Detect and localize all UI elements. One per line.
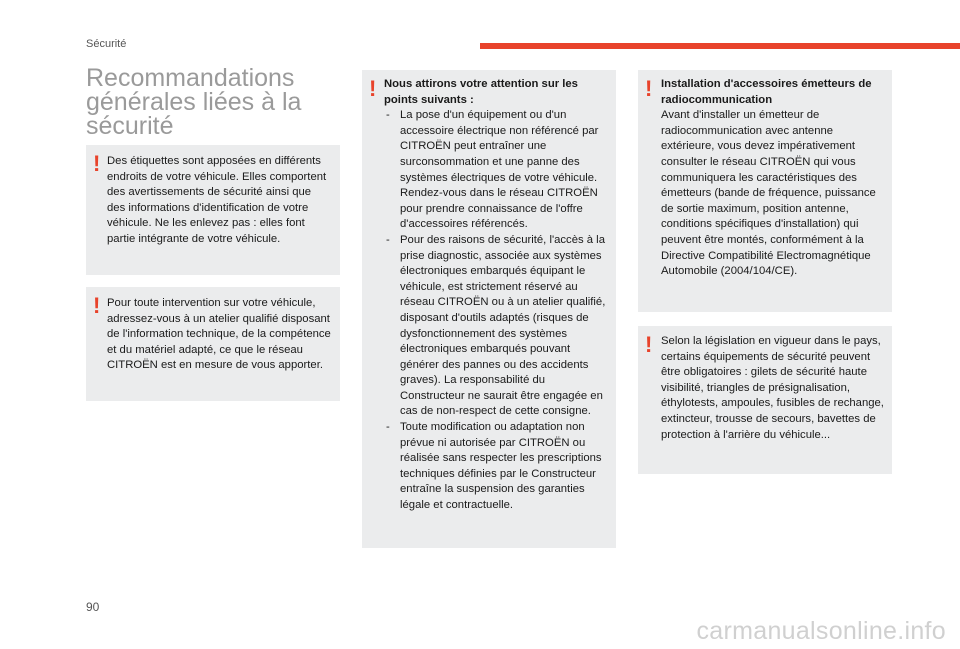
warning-box-labels <box>86 145 340 275</box>
warning-icon: ! <box>645 332 653 357</box>
warning-text: Pour toute intervention sur votre véhicule, adressez-vous à un atelier qualifié disposant de l'information technique, de la compétence et du matériel adapté, ce que le réseau CITROËN est en mesure de vous apporter. <box>107 297 331 372</box>
warning-heading: Installation d'accessoires émetteurs de radiocommunication <box>661 78 872 106</box>
warning-text: Avant d'installer un émetteur de radiocommunication avec antenne extérieure, vous devez impérativement consulter le réseau CITROËN qui vous communiquera les caractéristiques des émetteurs (bande de fréquence, puissance de sortie maximum, position antenne, conditions spécifiques d'installation) qui peuvent être montés, conformément à la Directive Compatibilité Electromagnétique Automobile (2004/104/CE). <box>661 109 876 278</box>
warning-icon: ! <box>93 293 101 318</box>
section-divider <box>480 43 960 49</box>
warning-heading: Nous attirons votre attention sur les points suivants : <box>384 78 578 106</box>
warning-list <box>384 108 612 513</box>
warning-icon: ! <box>645 76 653 101</box>
list-item: - La pose d'un équipement ou d'un accessoire électrique non référencé par CITROËN peut entraîner une surconsommation et une panne des systèmes électriques de votre véhicule. Rendez-vous dans le réseau CITROËN pour prendre connaissance de l'offre d'accessoires référencés. <box>384 108 612 233</box>
warning-box-attention <box>362 70 616 548</box>
list-item: - Toute modification ou adaptation non prévue ni autorisée par CITROËN ou réalisée sans respecter les prescriptions techniques définies par le Constructeur entraîne la suspension des garanties légale et contractuelle. <box>384 420 612 514</box>
warning-icon: ! <box>369 76 377 101</box>
page-number: 90 <box>86 600 100 614</box>
page-title: Recommandations générales liées à la sécurité <box>86 64 302 140</box>
warning-box-intervention <box>86 287 340 401</box>
warning-box-legislation <box>638 326 892 474</box>
watermark: carmanualsonline.info <box>696 617 946 645</box>
warning-text: Selon la législation en vigueur dans le pays, certains équipements de sécurité peuvent être obligatoires : gilets de sécurité haute visibilité, triangles de présignalisation, éthylotests, ampoules, fusibles de rechange, extincteur, trousse de secours, bavettes de protection à l'arrière du véhicule... <box>661 335 884 441</box>
warning-box-radio <box>638 70 892 312</box>
warning-text: Des étiquettes sont apposées en différents endroits de votre véhicule. Elles comportent des avertissements de sécurité ainsi que des informations d'identification de votre véhicule. Ne les enlevez pas : elles font partie intégrante de votre véhicule. <box>107 155 327 245</box>
list-item: - Pour des raisons de sécurité, l'accès à la prise diagnostic, associée aux systèmes électroniques embarqués équipant le véhicule, est strictement réservé au réseau CITROËN ou à un atelier qualifié, disposant d'outils adaptés (risques de dysfonctionnement des systèmes électroniques embarqués pouvant générer des pannes ou des accidents graves). La responsabilité du Constructeur ne saurait être engagée en cas de non-respect de cette consigne. <box>384 233 612 420</box>
warning-icon: ! <box>93 151 101 176</box>
section-label: Sécurité <box>86 38 127 50</box>
